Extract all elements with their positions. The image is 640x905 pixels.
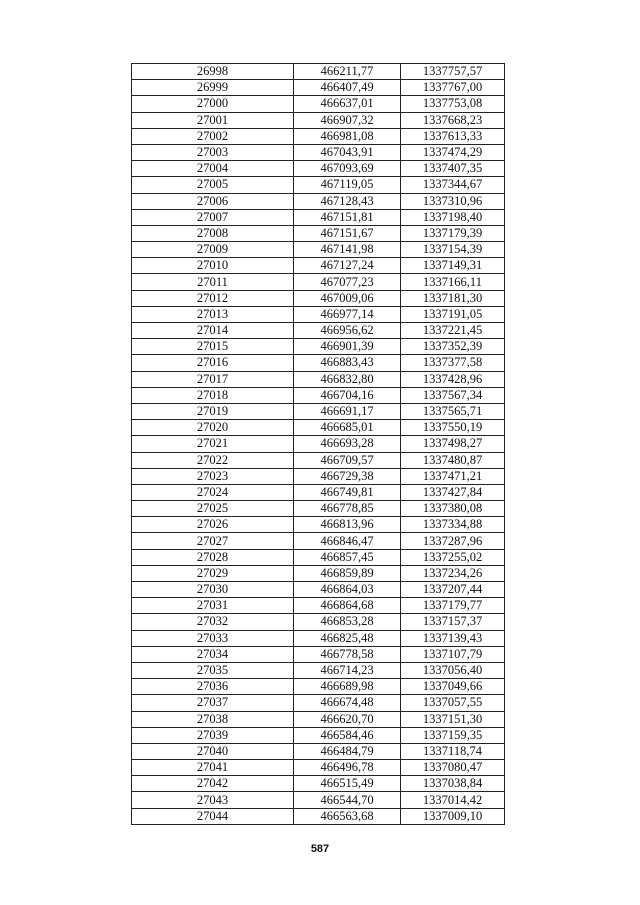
table-row xyxy=(132,193,505,209)
point-number-cell: 27018 xyxy=(132,387,294,403)
y-coordinate-cell: 1337480,87 xyxy=(401,452,505,468)
table-row xyxy=(132,144,505,160)
y-coordinate-cell: 1337009,10 xyxy=(401,808,505,824)
x-coordinate-cell: 466981,08 xyxy=(294,128,401,144)
y-coordinate-cell: 1337380,08 xyxy=(401,501,505,517)
point-number-cell: 27017 xyxy=(132,371,294,387)
x-coordinate-cell: 466714,23 xyxy=(294,662,401,678)
x-coordinate-cell: 466778,58 xyxy=(294,646,401,662)
table-row xyxy=(132,290,505,306)
point-number-cell: 27004 xyxy=(132,161,294,177)
x-coordinate-cell: 466857,45 xyxy=(294,549,401,565)
x-coordinate-cell: 466544,70 xyxy=(294,792,401,808)
table-row xyxy=(132,501,505,517)
point-number-cell: 26999 xyxy=(132,80,294,96)
point-number-cell: 27001 xyxy=(132,112,294,128)
y-coordinate-cell: 1337344,67 xyxy=(401,177,505,193)
table-row xyxy=(132,161,505,177)
point-number-cell: 27020 xyxy=(132,420,294,436)
point-number-cell: 27025 xyxy=(132,501,294,517)
table-row xyxy=(132,743,505,759)
table-row xyxy=(132,80,505,96)
y-coordinate-cell: 1337767,00 xyxy=(401,80,505,96)
y-coordinate-cell: 1337049,66 xyxy=(401,679,505,695)
x-coordinate-cell: 466620,70 xyxy=(294,711,401,727)
x-coordinate-cell: 466484,79 xyxy=(294,743,401,759)
point-number-cell: 27005 xyxy=(132,177,294,193)
y-coordinate-cell: 1337613,33 xyxy=(401,128,505,144)
table-row xyxy=(132,533,505,549)
point-number-cell: 27006 xyxy=(132,193,294,209)
x-coordinate-cell: 466407,49 xyxy=(294,80,401,96)
y-coordinate-cell: 1337179,39 xyxy=(401,225,505,241)
point-number-cell: 27019 xyxy=(132,403,294,419)
y-coordinate-cell: 1337056,40 xyxy=(401,662,505,678)
table-row xyxy=(132,452,505,468)
x-coordinate-cell: 467127,24 xyxy=(294,258,401,274)
y-coordinate-cell: 1337753,08 xyxy=(401,96,505,112)
y-coordinate-cell: 1337191,05 xyxy=(401,306,505,322)
table-row xyxy=(132,274,505,290)
table-row xyxy=(132,711,505,727)
y-coordinate-cell: 1337428,96 xyxy=(401,371,505,387)
point-number-cell: 27042 xyxy=(132,776,294,792)
point-number-cell: 27027 xyxy=(132,533,294,549)
point-number-cell: 27009 xyxy=(132,242,294,258)
y-coordinate-cell: 1337474,29 xyxy=(401,144,505,160)
x-coordinate-cell: 466637,01 xyxy=(294,96,401,112)
x-coordinate-cell: 466515,49 xyxy=(294,776,401,792)
coordinates-table-body xyxy=(132,64,505,825)
x-coordinate-cell: 466907,32 xyxy=(294,112,401,128)
point-number-cell: 27030 xyxy=(132,582,294,598)
x-coordinate-cell: 466674,48 xyxy=(294,695,401,711)
point-number-cell: 27028 xyxy=(132,549,294,565)
table-row xyxy=(132,323,505,339)
x-coordinate-cell: 466859,89 xyxy=(294,565,401,581)
y-coordinate-cell: 1337565,71 xyxy=(401,403,505,419)
x-coordinate-cell: 466563,68 xyxy=(294,808,401,824)
y-coordinate-cell: 1337159,35 xyxy=(401,727,505,743)
y-coordinate-cell: 1337255,02 xyxy=(401,549,505,565)
point-number-cell: 27016 xyxy=(132,355,294,371)
point-number-cell: 27041 xyxy=(132,760,294,776)
x-coordinate-cell: 466496,78 xyxy=(294,760,401,776)
point-number-cell: 27010 xyxy=(132,258,294,274)
point-number-cell: 27043 xyxy=(132,792,294,808)
x-coordinate-cell: 466813,96 xyxy=(294,517,401,533)
point-number-cell: 27013 xyxy=(132,306,294,322)
y-coordinate-cell: 1337471,21 xyxy=(401,468,505,484)
table-row xyxy=(132,339,505,355)
x-coordinate-cell: 466691,17 xyxy=(294,403,401,419)
point-number-cell: 27038 xyxy=(132,711,294,727)
point-number-cell: 27022 xyxy=(132,452,294,468)
point-number-cell: 27000 xyxy=(132,96,294,112)
table-row xyxy=(132,468,505,484)
point-number-cell: 27003 xyxy=(132,144,294,160)
point-number-cell: 27035 xyxy=(132,662,294,678)
table-row xyxy=(132,64,505,80)
table-row xyxy=(132,420,505,436)
y-coordinate-cell: 1337014,42 xyxy=(401,792,505,808)
x-coordinate-cell: 466584,46 xyxy=(294,727,401,743)
table-row xyxy=(132,679,505,695)
x-coordinate-cell: 466864,68 xyxy=(294,598,401,614)
y-coordinate-cell: 1337151,30 xyxy=(401,711,505,727)
x-coordinate-cell: 466704,16 xyxy=(294,387,401,403)
y-coordinate-cell: 1337287,96 xyxy=(401,533,505,549)
point-number-cell: 27012 xyxy=(132,290,294,306)
table-row xyxy=(132,258,505,274)
x-coordinate-cell: 466729,38 xyxy=(294,468,401,484)
y-coordinate-cell: 1337427,84 xyxy=(401,484,505,500)
y-coordinate-cell: 1337080,47 xyxy=(401,760,505,776)
table-row xyxy=(132,484,505,500)
point-number-cell: 27002 xyxy=(132,128,294,144)
x-coordinate-cell: 467043,91 xyxy=(294,144,401,160)
y-coordinate-cell: 1337407,35 xyxy=(401,161,505,177)
x-coordinate-cell: 466832,80 xyxy=(294,371,401,387)
point-number-cell: 27008 xyxy=(132,225,294,241)
table-row xyxy=(132,662,505,678)
table-row xyxy=(132,776,505,792)
table-row xyxy=(132,112,505,128)
point-number-cell: 27024 xyxy=(132,484,294,500)
x-coordinate-cell: 467128,43 xyxy=(294,193,401,209)
y-coordinate-cell: 1337567,34 xyxy=(401,387,505,403)
point-number-cell: 27021 xyxy=(132,436,294,452)
x-coordinate-cell: 467009,06 xyxy=(294,290,401,306)
point-number-cell: 27036 xyxy=(132,679,294,695)
table-row xyxy=(132,727,505,743)
y-coordinate-cell: 1337139,43 xyxy=(401,630,505,646)
table-row xyxy=(132,808,505,824)
table-row xyxy=(132,582,505,598)
table-row xyxy=(132,598,505,614)
point-number-cell: 27040 xyxy=(132,743,294,759)
table-row xyxy=(132,549,505,565)
table-row xyxy=(132,177,505,193)
table-row xyxy=(132,371,505,387)
y-coordinate-cell: 1337498,27 xyxy=(401,436,505,452)
y-coordinate-cell: 1337038,84 xyxy=(401,776,505,792)
y-coordinate-cell: 1337550,19 xyxy=(401,420,505,436)
point-number-cell: 27007 xyxy=(132,209,294,225)
y-coordinate-cell: 1337207,44 xyxy=(401,582,505,598)
x-coordinate-cell: 466709,57 xyxy=(294,452,401,468)
y-coordinate-cell: 1337310,96 xyxy=(401,193,505,209)
y-coordinate-cell: 1337057,55 xyxy=(401,695,505,711)
table-row xyxy=(132,242,505,258)
point-number-cell: 27031 xyxy=(132,598,294,614)
y-coordinate-cell: 1337234,26 xyxy=(401,565,505,581)
x-coordinate-cell: 466883,43 xyxy=(294,355,401,371)
y-coordinate-cell: 1337154,39 xyxy=(401,242,505,258)
x-coordinate-cell: 466846,47 xyxy=(294,533,401,549)
y-coordinate-cell: 1337352,39 xyxy=(401,339,505,355)
table-row xyxy=(132,209,505,225)
point-number-cell: 27029 xyxy=(132,565,294,581)
table-row xyxy=(132,96,505,112)
x-coordinate-cell: 466864,03 xyxy=(294,582,401,598)
point-number-cell: 27037 xyxy=(132,695,294,711)
table-row xyxy=(132,355,505,371)
x-coordinate-cell: 467151,81 xyxy=(294,209,401,225)
table-row xyxy=(132,387,505,403)
point-number-cell: 26998 xyxy=(132,64,294,80)
table-row xyxy=(132,646,505,662)
point-number-cell: 27044 xyxy=(132,808,294,824)
table-row xyxy=(132,225,505,241)
x-coordinate-cell: 467077,23 xyxy=(294,274,401,290)
table-row xyxy=(132,565,505,581)
y-coordinate-cell: 1337377,58 xyxy=(401,355,505,371)
table-row xyxy=(132,614,505,630)
x-coordinate-cell: 467151,67 xyxy=(294,225,401,241)
point-number-cell: 27039 xyxy=(132,727,294,743)
table-row xyxy=(132,306,505,322)
table-row xyxy=(132,128,505,144)
x-coordinate-cell: 467119,05 xyxy=(294,177,401,193)
table-row xyxy=(132,630,505,646)
y-coordinate-cell: 1337107,79 xyxy=(401,646,505,662)
x-coordinate-cell: 466901,39 xyxy=(294,339,401,355)
x-coordinate-cell: 466956,62 xyxy=(294,323,401,339)
x-coordinate-cell: 466689,98 xyxy=(294,679,401,695)
point-number-cell: 27033 xyxy=(132,630,294,646)
x-coordinate-cell: 466853,28 xyxy=(294,614,401,630)
y-coordinate-cell: 1337181,30 xyxy=(401,290,505,306)
x-coordinate-cell: 466825,48 xyxy=(294,630,401,646)
x-coordinate-cell: 467093,69 xyxy=(294,161,401,177)
x-coordinate-cell: 466977,14 xyxy=(294,306,401,322)
page-number: 587 xyxy=(310,843,330,855)
table-row xyxy=(132,760,505,776)
x-coordinate-cell: 466693,28 xyxy=(294,436,401,452)
y-coordinate-cell: 1337179,77 xyxy=(401,598,505,614)
point-number-cell: 27014 xyxy=(132,323,294,339)
coordinates-table xyxy=(131,63,505,825)
table-row xyxy=(132,517,505,533)
y-coordinate-cell: 1337157,37 xyxy=(401,614,505,630)
point-number-cell: 27023 xyxy=(132,468,294,484)
y-coordinate-cell: 1337757,57 xyxy=(401,64,505,80)
x-coordinate-cell: 466211,77 xyxy=(294,64,401,80)
point-number-cell: 27011 xyxy=(132,274,294,290)
y-coordinate-cell: 1337221,45 xyxy=(401,323,505,339)
point-number-cell: 27026 xyxy=(132,517,294,533)
y-coordinate-cell: 1337334,88 xyxy=(401,517,505,533)
point-number-cell: 27034 xyxy=(132,646,294,662)
x-coordinate-cell: 466778,85 xyxy=(294,501,401,517)
y-coordinate-cell: 1337668,23 xyxy=(401,112,505,128)
table-row xyxy=(132,403,505,419)
y-coordinate-cell: 1337118,74 xyxy=(401,743,505,759)
point-number-cell: 27032 xyxy=(132,614,294,630)
y-coordinate-cell: 1337198,40 xyxy=(401,209,505,225)
table-row xyxy=(132,695,505,711)
x-coordinate-cell: 466749,81 xyxy=(294,484,401,500)
y-coordinate-cell: 1337149,31 xyxy=(401,258,505,274)
table-row xyxy=(132,436,505,452)
y-coordinate-cell: 1337166,11 xyxy=(401,274,505,290)
table-row xyxy=(132,792,505,808)
x-coordinate-cell: 466685,01 xyxy=(294,420,401,436)
point-number-cell: 27015 xyxy=(132,339,294,355)
x-coordinate-cell: 467141,98 xyxy=(294,242,401,258)
